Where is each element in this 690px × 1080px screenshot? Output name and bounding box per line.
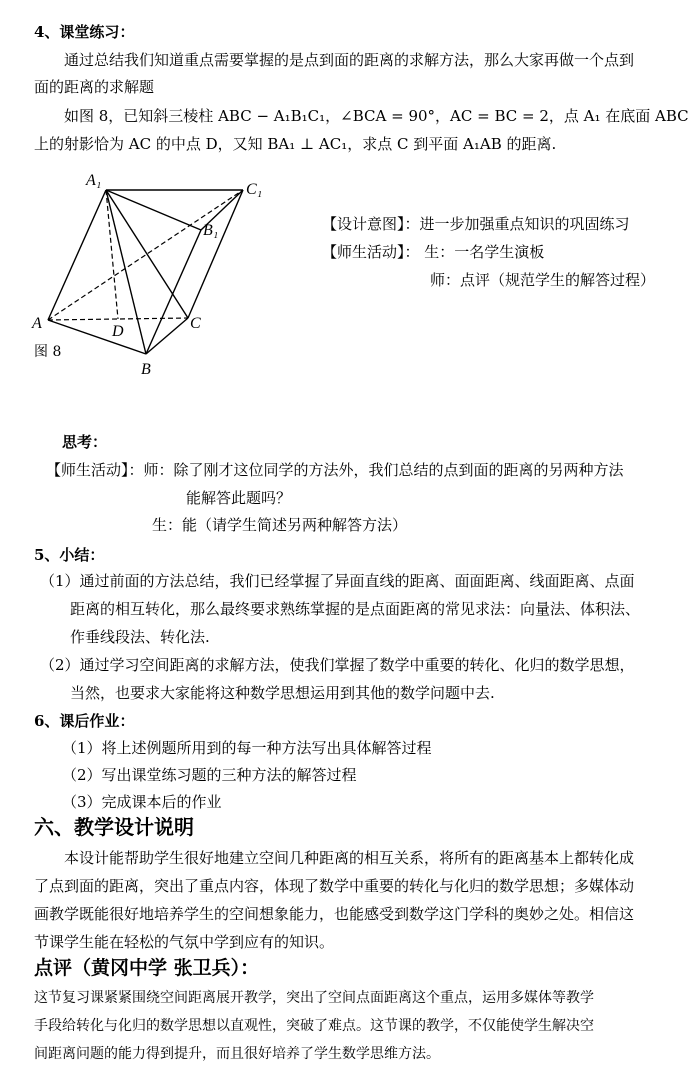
label-c1: C₁ [246,181,263,198]
edge-c-a1 [106,190,188,318]
edge-c-c1 [188,190,243,318]
summary-2-line-1: （2）通过学习空间距离的求解方法，使我们掌握了数学中重要的转化、化归的数学思想， [40,656,635,674]
think-line-1: 【师生活动】：师：除了刚才这位同学的方法外，我们总结的点到面的距离的另两种方法 [46,461,624,479]
section-4-heading: 4、课堂练习： [34,23,135,41]
label-a: A [32,315,42,332]
review-line-3: 间距离问题的能力得到提升，而且很好培养了学生数学思维方法。 [34,1046,440,1062]
review-line-1: 这节复习课紧紧围绕空间距离展开教学，突出了空间点面距离这个重点，运用多媒体等教学 [34,990,594,1006]
think-line-2: 能解答此题吗？ [186,489,292,507]
design-note-line-2: 了点到面的距离，突出了重点内容，体现了数学中重要的转化与化归的数学思想；多媒体动 [34,877,635,895]
label-d: D [112,323,124,340]
problem-line-1: 如图 8，已知斜三棱柱 ABC − A₁B₁C₁，∠BCA = 90°，AC = BC = 2，点 A₁ 在底面 ABC [64,107,689,125]
section-6-heading: 6、课后作业： [34,712,135,730]
homework-item-2: （2）写出课堂练习题的三种方法的解答过程 [62,766,357,784]
design-note-line-1: 本设计能帮助学生很好地建立空间几种距离的相互关系，将所有的距离基本上都转化成 [64,849,635,867]
label-b1: B₁ [203,222,219,239]
label-a1: A₁ [86,172,102,189]
design-note-line-3: 画教学既能很好地培养学生的空间想象能力，也能感受到数学这门学科的奥妙之处。相信这 [34,905,635,923]
summary-1-line-1: （1）通过前面的方法总结，我们已经掌握了异面直线的距离、面面距离、线面距离、点面 [40,572,635,590]
section-4-intro-line-1: 通过总结我们知道重点需要掌握的是点到面的距离的求解方法，那么大家再做一个点到 [64,51,635,69]
edge-b-c [146,318,188,354]
review-line-2: 手段给转化与化归的数学思想以直观性，突破了难点。这节课的教学，不仅能使学生解决空 [34,1018,594,1034]
homework-item-3: （3）完成课本后的作业 [62,793,222,811]
edge-a1-b1 [106,190,201,230]
design-intent: 【设计意图】：进一步加强重点知识的巩固练习 [322,215,630,233]
review-heading: 点评（黄冈中学 张卫兵）： [34,957,260,979]
section-5-heading: 5、小结： [34,546,105,564]
summary-1-line-2: 距离的相互转化，那么最终要求熟练掌握的是点面距离的常见求法：向量法、体积法、 [70,600,641,618]
prism-figure [28,168,268,378]
label-c: C [190,315,201,332]
design-note-line-4: 节课学生能在轻松的气氛中学到应有的知识。 [34,933,335,951]
summary-1-line-3: 作垂线段法、转化法. [70,628,210,646]
hidden-edge-a1-d [106,190,118,319]
edge-a-b [48,320,146,354]
homework-item-1: （1）将上述例题所用到的每一种方法写出具体解答过程 [62,739,432,757]
label-b: B [141,361,151,378]
activity-student: 【师生活动】： 生：一名学生演板 [322,243,545,261]
section-4-intro-line-2: 面的距离的求解题 [34,78,155,96]
think-heading: 思考： [62,433,108,451]
figure-caption: 图 8 [34,344,62,360]
design-note-heading: 六、教学设计说明 [34,815,194,839]
think-line-3: 生：能（请学生简述另两种解答方法） [152,516,408,534]
activity-teacher: 师：点评（规范学生的解答过程） [430,271,656,289]
summary-2-line-2: 当然，也要求大家能将这种数学思想运用到其他的数学问题中去. [70,684,495,702]
problem-line-2: 上的射影恰为 AC 的中点 D，又知 BA₁ ⊥ AC₁，求点 C 到平面 A₁AB 的距离. [34,135,557,153]
